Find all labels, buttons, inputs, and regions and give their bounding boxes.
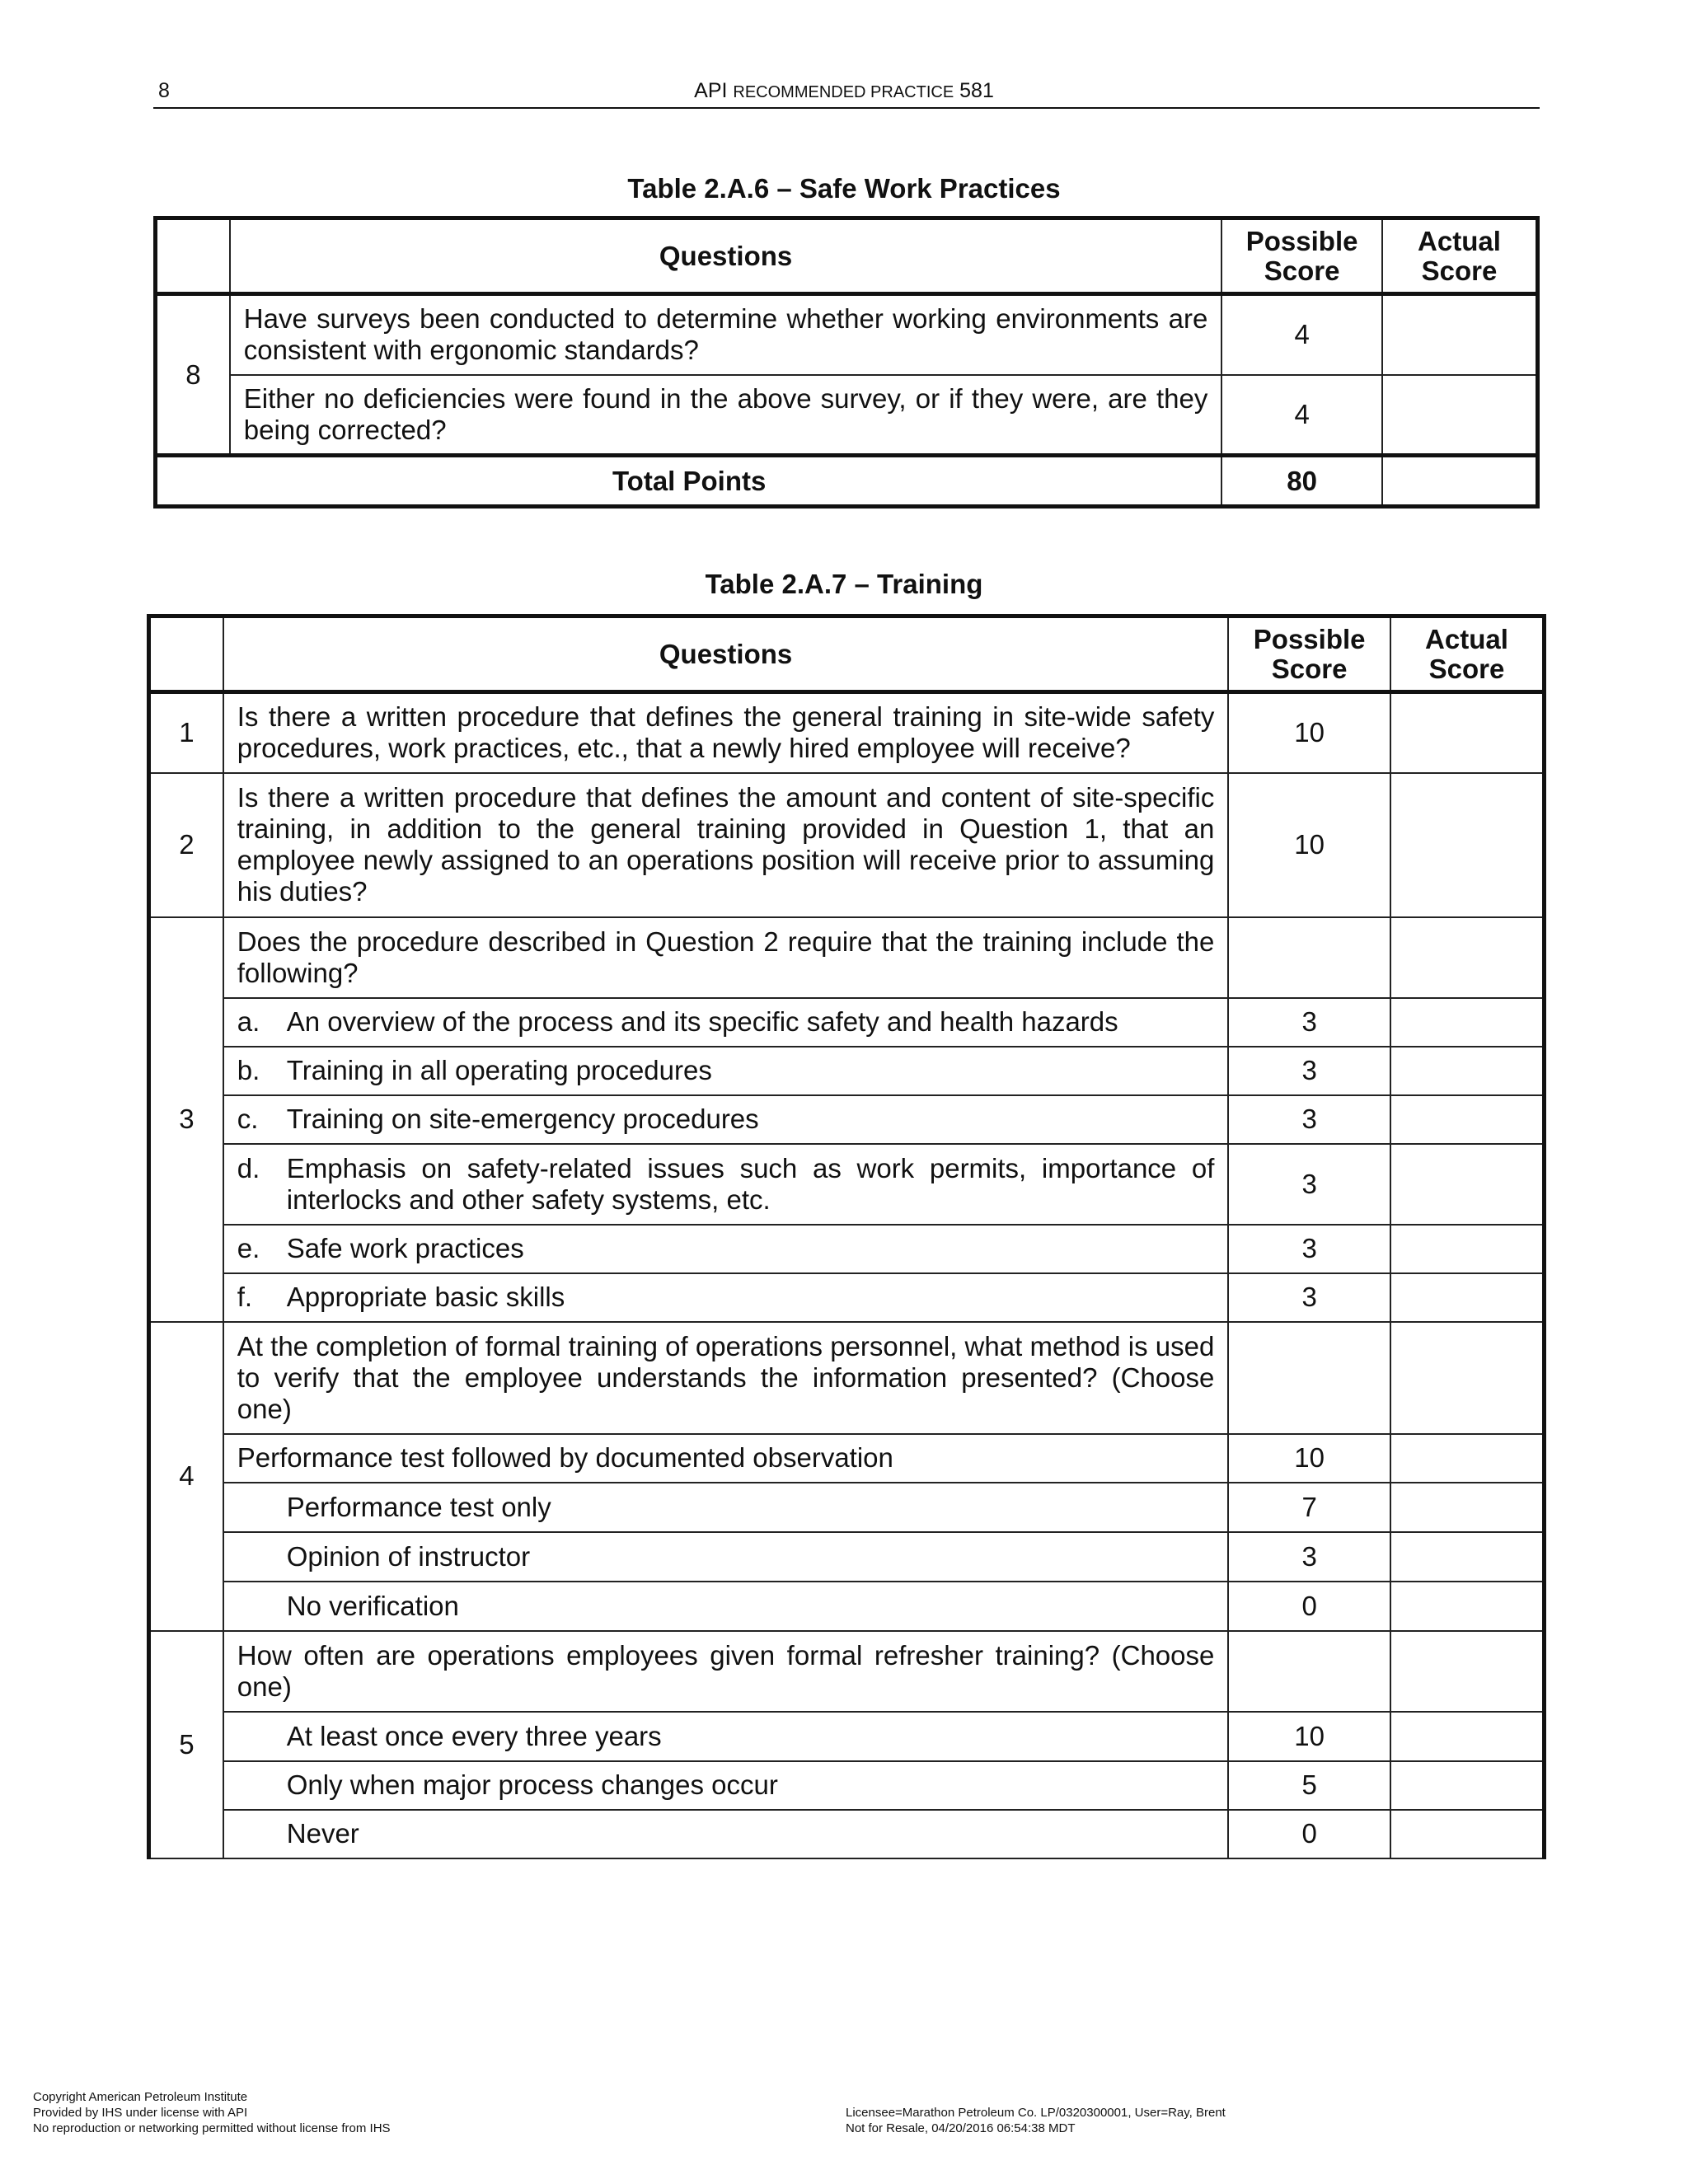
actual-score-cell [1390, 1322, 1545, 1434]
total-points-value: 80 [1221, 456, 1382, 507]
header-api: API [694, 79, 734, 102]
actual-score-cell [1382, 375, 1538, 456]
table-row [149, 1712, 1545, 1761]
possible-score-empty [1228, 917, 1390, 998]
sub-item-letter: b. [237, 1055, 260, 1085]
table-row [149, 1144, 1545, 1225]
option-text: No verification [223, 1582, 1229, 1631]
running-header-title [0, 79, 1688, 103]
possible-score-empty [1228, 1322, 1390, 1434]
sub-item-text: Training on site-emergency procedures [286, 1104, 759, 1134]
possible-score-empty [1228, 1631, 1390, 1712]
table-row [156, 294, 1538, 375]
possible-score: 4 [1221, 294, 1382, 375]
question-text: Is there a written procedure that defines the general training in site-wide safety procedures, work practices, etc., that a newly hired employee will receive? [223, 692, 1229, 773]
actual-score-cell [1390, 1631, 1545, 1712]
table-header-row [149, 616, 1545, 692]
actual-score-cell [1390, 1434, 1545, 1483]
header-possible-score: Possible Score [1221, 218, 1382, 294]
sub-item-text: Safe work practices [286, 1233, 524, 1263]
actual-score-cell [1390, 917, 1545, 998]
header-rule [153, 107, 1540, 109]
footer-line: Not for Resale, 04/20/2016 06:54:38 MDT [846, 2121, 1076, 2135]
question-text: At the completion of formal training of operations personnel, what method is used to verify that the employee understands the information presented? (Choose one) [223, 1322, 1229, 1434]
header-recommended-practice: RECOMMENDED PRACTICE [733, 83, 954, 101]
sub-item-letter: c. [237, 1104, 259, 1134]
training-table [147, 614, 1546, 1859]
actual-score-cell [1390, 998, 1545, 1047]
possible-score: 0 [1228, 1810, 1390, 1858]
item-number: 8 [156, 294, 230, 456]
table-row [156, 375, 1538, 456]
possible-score: 3 [1228, 1532, 1390, 1582]
sub-item [223, 1273, 1229, 1322]
actual-score-cell [1382, 294, 1538, 375]
safe-work-practices-table [153, 216, 1540, 509]
table-header-row [156, 218, 1538, 294]
option-text: Never [223, 1810, 1229, 1858]
footer-line: No reproduction or networking permitted without license from IHS [33, 2121, 391, 2135]
table-row [149, 1322, 1545, 1434]
possible-score: 10 [1228, 692, 1390, 773]
header-possible-score: Possible Score [1228, 616, 1390, 692]
sub-item [223, 1225, 1229, 1273]
sub-item-letter: f. [237, 1282, 253, 1312]
table-row [149, 692, 1545, 773]
header-questions: Questions [230, 218, 1222, 294]
sub-item-text: An overview of the process and its specific safety and health hazards [286, 1006, 1118, 1037]
possible-score: 3 [1228, 1047, 1390, 1095]
possible-score: 7 [1228, 1483, 1390, 1532]
possible-score: 10 [1228, 1434, 1390, 1483]
total-points-label: Total Points [156, 456, 1222, 507]
possible-score: 3 [1228, 1144, 1390, 1225]
table-row [149, 1810, 1545, 1858]
total-row [156, 456, 1538, 507]
page-number: 8 [158, 79, 170, 102]
table-row [149, 1631, 1545, 1712]
actual-score-cell [1390, 1225, 1545, 1273]
actual-score-cell [1390, 1761, 1545, 1810]
option-text: Opinion of instructor [223, 1532, 1229, 1582]
table6-caption: Table 2.A.6 – Safe Work Practices [627, 173, 1061, 204]
sub-item [223, 1047, 1229, 1095]
table-row [149, 917, 1545, 998]
table-row [149, 773, 1545, 917]
actual-total-cell [1382, 456, 1538, 507]
actual-score-cell [1390, 773, 1545, 917]
question-text: Have surveys been conducted to determine whether working environments are consistent with ergonomic standards? [230, 294, 1222, 375]
header-actual-score: Actual Score [1390, 616, 1545, 692]
sub-item-text: Appropriate basic skills [286, 1282, 565, 1312]
footer-line: Copyright American Petroleum Institute [33, 2090, 248, 2104]
sub-item [223, 1095, 1229, 1144]
sub-item-letter: a. [237, 1006, 260, 1037]
sub-item-letter: d. [237, 1152, 260, 1183]
footer-license [846, 2105, 1226, 2136]
footer-line: Licensee=Marathon Petroleum Co. LP/0320300001, User=Ray, Brent [846, 2106, 1226, 2120]
footer-copyright [33, 2089, 391, 2136]
table-row [149, 1532, 1545, 1582]
item-number: 2 [149, 773, 223, 917]
header-actual-score: Actual Score [1382, 218, 1538, 294]
actual-score-cell [1390, 1483, 1545, 1532]
possible-score: 5 [1228, 1761, 1390, 1810]
item-number: 4 [149, 1322, 223, 1631]
footer-line: Provided by IHS under license with API [33, 2106, 248, 2120]
possible-score: 3 [1228, 1273, 1390, 1322]
sub-item-letter: e. [237, 1233, 260, 1263]
actual-score-cell [1390, 692, 1545, 773]
item-number: 3 [149, 917, 223, 1322]
actual-score-cell [1390, 1582, 1545, 1631]
actual-score-cell [1390, 1047, 1545, 1095]
table-row [149, 1483, 1545, 1532]
table-row [149, 1434, 1545, 1483]
table-row [149, 1582, 1545, 1631]
sub-item [223, 1144, 1229, 1225]
question-text: How often are operations employees given formal refresher training? (Choose one) [223, 1631, 1229, 1712]
sub-item [223, 998, 1229, 1047]
table-row [149, 1047, 1545, 1095]
actual-score-cell [1390, 1273, 1545, 1322]
possible-score: 10 [1228, 1712, 1390, 1761]
actual-score-cell [1390, 1144, 1545, 1225]
table-row [149, 1095, 1545, 1144]
actual-score-cell [1390, 1532, 1545, 1582]
actual-score-cell [1390, 1810, 1545, 1858]
option-text: Performance test followed by documented observation [223, 1434, 1229, 1483]
option-text: Only when major process changes occur [223, 1761, 1229, 1810]
table-row [149, 1273, 1545, 1322]
header-questions: Questions [223, 616, 1229, 692]
possible-score: 3 [1228, 1225, 1390, 1273]
table-row [149, 1761, 1545, 1810]
header-number-cell [149, 616, 223, 692]
possible-score: 3 [1228, 998, 1390, 1047]
sub-item-text: Emphasis on safety-related issues such as work permits, importance of interlocks and other safety systems, etc. [286, 1152, 1215, 1215]
option-text: At least once every three years [223, 1712, 1229, 1761]
option-text: Performance test only [223, 1483, 1229, 1532]
table-row [149, 1225, 1545, 1273]
item-number: 1 [149, 692, 223, 773]
question-text: Either no deficiencies were found in the above survey, or if they were, are they being corrected? [230, 375, 1222, 456]
actual-score-cell [1390, 1095, 1545, 1144]
question-text: Does the procedure described in Question 2 require that the training include the following? [223, 917, 1229, 998]
possible-score: 3 [1228, 1095, 1390, 1144]
possible-score: 4 [1221, 375, 1382, 456]
item-number: 5 [149, 1631, 223, 1858]
possible-score: 10 [1228, 773, 1390, 917]
header-number: 581 [954, 79, 994, 102]
actual-score-cell [1390, 1712, 1545, 1761]
header-number-cell [156, 218, 230, 294]
possible-score: 0 [1228, 1582, 1390, 1631]
table7-caption: Table 2.A.7 – Training [705, 569, 983, 599]
sub-item-text: Training in all operating procedures [286, 1055, 712, 1085]
table-row [149, 998, 1545, 1047]
question-text: Is there a written procedure that defines the amount and content of site-specific training, in addition to the general training provided in Question 1, that an employee newly assigned to an operations position will receive prior to assuming his duties? [223, 773, 1229, 917]
